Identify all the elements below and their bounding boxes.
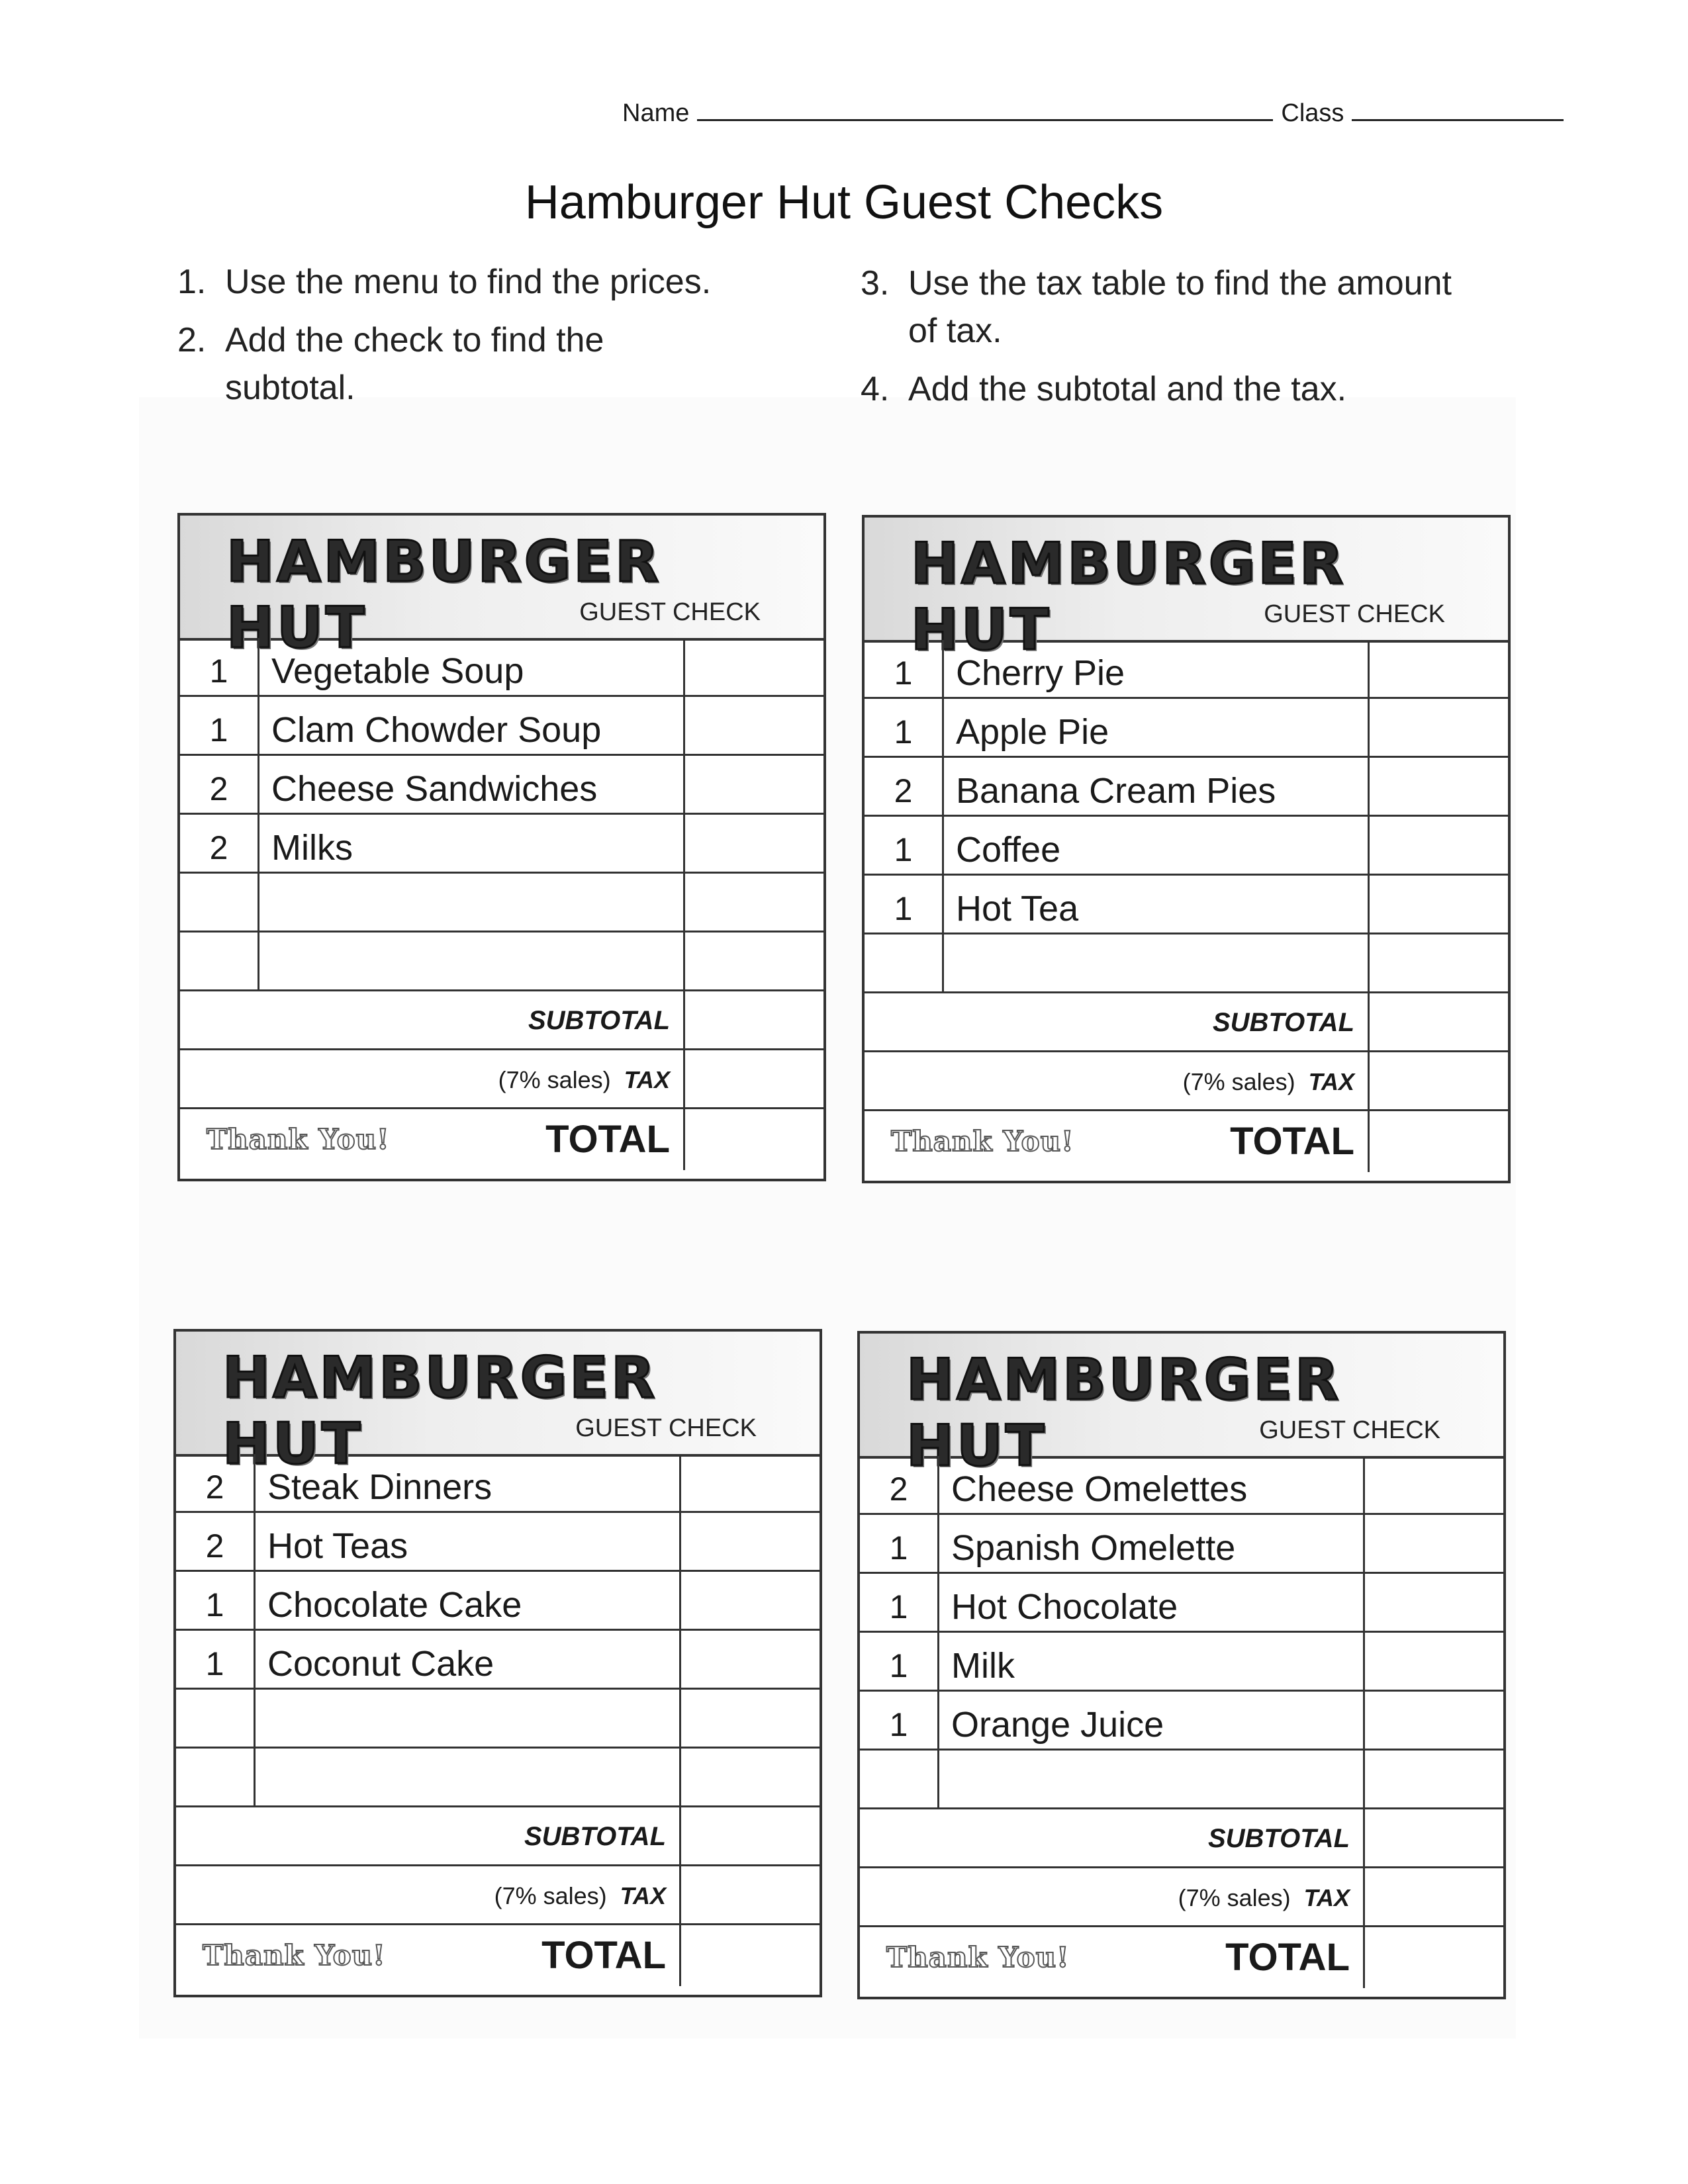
table-row	[176, 1631, 820, 1690]
subtotal-label: SUBTOTAL	[528, 1006, 670, 1035]
table-row	[865, 640, 1508, 699]
item-name-cell: Chocolate Cake	[267, 1585, 522, 1625]
price-cell[interactable]	[1363, 1633, 1503, 1690]
total-label: TOTAL	[1230, 1120, 1354, 1163]
table-row	[865, 758, 1508, 817]
subtotal-row	[176, 1807, 820, 1866]
check-rows	[865, 640, 1508, 1172]
subtotal-label: SUBTOTAL	[1212, 1008, 1354, 1037]
quantity-cell: 1	[860, 1515, 939, 1572]
brand-logo: HAMBURGER HUT	[226, 529, 662, 661]
price-cell[interactable]	[683, 874, 823, 931]
tax-label	[1178, 1868, 1350, 1927]
quantity-cell: 2	[176, 1513, 256, 1570]
quantity-cell: 1	[180, 638, 259, 695]
quantity-cell: 1	[865, 876, 944, 933]
check-header	[865, 518, 1508, 663]
price-cell[interactable]	[679, 1572, 820, 1629]
table-row	[180, 697, 823, 756]
subtotal-row	[180, 991, 823, 1050]
thank-you-text: Thank You!	[207, 1123, 390, 1156]
item-name-cell: Milk	[951, 1646, 1015, 1686]
thank-you-text: Thank You!	[886, 1941, 1070, 1974]
instruction-1: 1. Use the menu to find the prices.	[177, 263, 712, 301]
subtotal-label: SUBTOTAL	[524, 1822, 666, 1851]
instruction-3: 3. Use the tax table to find the amount of tax.	[861, 264, 1452, 350]
tax-prefix: (7% sales)	[494, 1882, 607, 1909]
price-cell[interactable]	[1368, 640, 1508, 697]
subtotal-row	[860, 1809, 1503, 1868]
price-cell[interactable]	[1368, 699, 1508, 756]
total-cell[interactable]	[1363, 1927, 1503, 1988]
thank-you-text: Thank You!	[203, 1939, 386, 1972]
tax-cell[interactable]	[1363, 1868, 1503, 1925]
price-cell[interactable]	[1363, 1692, 1503, 1749]
tax-row	[176, 1866, 820, 1925]
quantity-cell	[865, 934, 944, 991]
quantity-cell	[180, 874, 259, 931]
check-rows	[176, 1454, 820, 1986]
tax-prefix: (7% sales)	[498, 1066, 611, 1093]
item-name-cell: Hot Chocolate	[951, 1587, 1178, 1627]
guest-check-1	[177, 513, 826, 1181]
table-row	[176, 1690, 820, 1749]
table-row	[176, 1572, 820, 1631]
tax-label	[494, 1866, 666, 1925]
subtotal-label: SUBTOTAL	[1207, 1824, 1350, 1853]
tax-word: TAX	[620, 1882, 666, 1909]
thank-you-text: Thank You!	[891, 1125, 1074, 1158]
name-blank[interactable]	[697, 99, 1273, 121]
item-name-cell: Cheese Sandwiches	[271, 769, 598, 809]
table-row	[180, 933, 823, 991]
item-name-cell: Steak Dinners	[267, 1467, 492, 1507]
item-name-cell: Cheese Omelettes	[951, 1469, 1248, 1509]
tax-label	[498, 1050, 670, 1109]
quantity-cell: 2	[865, 758, 944, 815]
quantity-cell: 1	[860, 1692, 939, 1749]
price-cell[interactable]	[1368, 817, 1508, 874]
table-row	[860, 1515, 1503, 1574]
table-row	[180, 874, 823, 933]
price-cell[interactable]	[683, 638, 823, 695]
quantity-cell	[860, 1751, 939, 1807]
item-name-cell: Clam Chowder Soup	[271, 710, 602, 750]
price-cell[interactable]	[1368, 876, 1508, 933]
table-row	[176, 1513, 820, 1572]
quantity-cell: 1	[865, 640, 944, 697]
price-cell[interactable]	[683, 933, 823, 989]
name-label: Name	[622, 99, 690, 127]
tax-label	[1183, 1052, 1354, 1111]
subtotal-cell[interactable]	[679, 1807, 820, 1864]
guest-check-4	[857, 1331, 1506, 1999]
quantity-cell: 1	[860, 1574, 939, 1631]
table-row	[865, 876, 1508, 934]
price-cell[interactable]	[1363, 1574, 1503, 1631]
item-name-cell: Milks	[271, 828, 353, 868]
item-name-cell: Hot Tea	[956, 889, 1079, 929]
price-cell[interactable]	[679, 1631, 820, 1688]
total-row	[860, 1927, 1503, 1988]
table-row	[860, 1751, 1503, 1809]
quantity-cell: 2	[860, 1456, 939, 1513]
tax-row	[865, 1052, 1508, 1111]
class-label: Class	[1281, 99, 1344, 127]
table-row	[180, 638, 823, 697]
page-title: Hamburger Hut Guest Checks	[524, 176, 1164, 229]
table-row	[860, 1692, 1503, 1751]
table-row	[865, 699, 1508, 758]
total-cell[interactable]	[1368, 1111, 1508, 1172]
table-row	[865, 817, 1508, 876]
quantity-cell: 1	[865, 817, 944, 874]
guest-check-label: GUEST CHECK	[579, 598, 761, 626]
brand-logo: HAMBURGER HUT	[906, 1347, 1342, 1479]
check-header	[180, 516, 823, 661]
quantity-cell: 2	[176, 1454, 256, 1511]
price-cell[interactable]	[1363, 1515, 1503, 1572]
item-name-cell: Cherry Pie	[956, 653, 1125, 693]
check-rows	[860, 1456, 1503, 1988]
item-name-cell: Spanish Omelette	[951, 1528, 1236, 1568]
check-rows	[180, 638, 823, 1170]
price-cell[interactable]	[1368, 758, 1508, 815]
subtotal-cell[interactable]	[1368, 993, 1508, 1050]
guest-check-label: GUEST CHECK	[1264, 600, 1445, 628]
item-name-cell: Apple Pie	[956, 712, 1109, 752]
tax-word: TAX	[1303, 1884, 1350, 1911]
quantity-cell: 1	[860, 1633, 939, 1690]
total-cell[interactable]	[683, 1109, 823, 1170]
subtotal-cell[interactable]	[1363, 1809, 1503, 1866]
guest-check-label: GUEST CHECK	[575, 1414, 757, 1442]
total-label: TOTAL	[541, 1934, 666, 1977]
price-cell[interactable]	[683, 697, 823, 754]
instruction-4: 4. Add the subtotal and the tax.	[861, 370, 1347, 408]
item-name-cell: Coconut Cake	[267, 1644, 494, 1684]
quantity-cell: 2	[180, 815, 259, 872]
tax-cell[interactable]	[683, 1050, 823, 1107]
total-row	[176, 1925, 820, 1986]
quantity-cell	[180, 933, 259, 989]
quantity-cell: 2	[180, 756, 259, 813]
quantity-cell: 1	[176, 1631, 256, 1688]
tax-row	[180, 1050, 823, 1109]
tax-row	[860, 1868, 1503, 1927]
table-row	[860, 1633, 1503, 1692]
price-cell[interactable]	[1363, 1456, 1503, 1513]
table-row	[176, 1454, 820, 1513]
guest-check-3	[173, 1329, 822, 1997]
item-name-cell: Orange Juice	[951, 1705, 1164, 1745]
price-cell[interactable]	[1363, 1751, 1503, 1807]
table-row	[860, 1456, 1503, 1515]
quantity-cell	[176, 1749, 256, 1805]
tax-word: TAX	[624, 1066, 670, 1093]
item-name-cell: Coffee	[956, 830, 1061, 870]
class-blank[interactable]	[1352, 99, 1564, 121]
guest-check-2	[862, 515, 1511, 1183]
total-row	[180, 1109, 823, 1170]
tax-prefix: (7% sales)	[1182, 1068, 1295, 1095]
price-cell[interactable]	[679, 1749, 820, 1805]
tax-prefix: (7% sales)	[1178, 1884, 1291, 1911]
check-header	[860, 1334, 1503, 1479]
price-cell[interactable]	[679, 1690, 820, 1747]
price-cell[interactable]	[683, 756, 823, 813]
quantity-cell: 1	[176, 1572, 256, 1629]
price-cell[interactable]	[683, 815, 823, 872]
quantity-cell: 1	[865, 699, 944, 756]
table-row	[865, 934, 1508, 993]
quantity-cell: 1	[180, 697, 259, 754]
table-row	[180, 815, 823, 874]
price-cell[interactable]	[1368, 934, 1508, 991]
total-label: TOTAL	[1225, 1936, 1350, 1979]
brand-logo: HAMBURGER HUT	[911, 531, 1346, 663]
table-row	[176, 1749, 820, 1807]
tax-word: TAX	[1308, 1068, 1354, 1095]
table-row	[860, 1574, 1503, 1633]
guest-check-label: GUEST CHECK	[1259, 1416, 1440, 1444]
instruction-2: 2. Add the check to find the subtotal.	[177, 321, 604, 407]
total-cell[interactable]	[679, 1925, 820, 1986]
total-label: TOTAL	[545, 1118, 670, 1161]
quantity-cell	[176, 1690, 256, 1747]
price-cell[interactable]	[679, 1513, 820, 1570]
name-class-line	[622, 99, 1582, 139]
subtotal-cell[interactable]	[683, 991, 823, 1048]
table-row	[180, 756, 823, 815]
subtotal-row	[865, 993, 1508, 1052]
item-name-cell: Vegetable Soup	[271, 651, 524, 691]
total-row	[865, 1111, 1508, 1172]
tax-cell[interactable]	[679, 1866, 820, 1923]
tax-cell[interactable]	[1368, 1052, 1508, 1109]
item-name-cell: Hot Teas	[267, 1526, 408, 1566]
item-name-cell: Banana Cream Pies	[956, 771, 1276, 811]
price-cell[interactable]	[679, 1454, 820, 1511]
brand-logo: HAMBURGER HUT	[222, 1345, 658, 1477]
check-header	[176, 1332, 820, 1477]
